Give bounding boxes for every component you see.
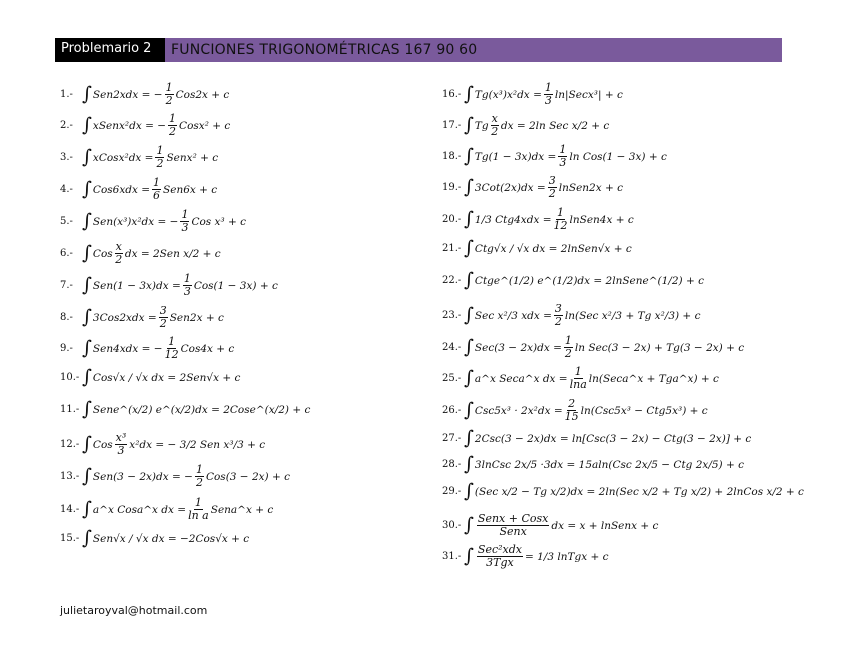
problem-item	[442, 513, 658, 538]
integral-expression	[475, 433, 751, 445]
expression-left: Tg(x³)x²dx =	[474, 88, 542, 101]
problem-number: 4.-	[60, 184, 73, 195]
integral-sign-icon: ∫	[82, 178, 92, 200]
integral-sign-icon: ∫	[464, 304, 474, 326]
fraction	[477, 544, 523, 569]
integral-expression	[93, 241, 221, 266]
fraction-numerator: 1	[183, 272, 191, 285]
expression-right: lnSen4x + c	[569, 213, 634, 226]
expression-right: dx = 2ln Sec x/2 + c	[500, 119, 610, 132]
problem-item	[442, 271, 704, 290]
integral-sign-icon: ∫	[82, 306, 92, 328]
expression-left: Sen(x³)x²dx = −	[92, 215, 179, 228]
problem-item	[60, 529, 249, 548]
integral-expression	[93, 82, 229, 107]
problem-item	[60, 368, 240, 387]
expression-right: dx = 2Sen x/2 + c	[124, 247, 221, 260]
expression-left: a^x Cosa^x dx =	[92, 503, 187, 516]
problem-number: 3.-	[60, 152, 73, 163]
expression-left: Sene^(x/2) e^(x/2)dx = 2Cose^(x/2) + c	[92, 403, 311, 416]
problem-number: 6.-	[60, 248, 73, 259]
expression-right: Sena^x + c	[210, 503, 274, 516]
fraction	[168, 113, 177, 138]
fraction	[565, 398, 579, 423]
expression-right: = 1/3 lnTgx + c	[524, 550, 609, 563]
fraction-denominator: 2	[564, 347, 572, 360]
problem-number: 24.-	[442, 342, 462, 353]
expression-left: 1/3 Ctg4xdx =	[474, 213, 552, 226]
expression-left: Cos	[92, 438, 113, 451]
expression-left: (Sec x/2 − Tg x/2)dx = 2ln(Sec x/2 + Tg x/2) + 2lnCos x/2 + c	[474, 485, 804, 498]
expression-right: ln|Secx³| + c	[554, 88, 623, 101]
fraction	[165, 82, 174, 107]
integral-sign-icon: ∫	[464, 83, 474, 105]
fraction-numerator: 1	[194, 496, 202, 509]
integral-sign-icon: ∫	[82, 242, 92, 264]
expression-right: Senx² + c	[166, 151, 219, 164]
problem-item	[442, 144, 667, 169]
fraction	[477, 513, 549, 538]
problem-number: 30.-	[442, 520, 462, 531]
integral-expression	[475, 486, 804, 498]
fraction-denominator: 15	[564, 410, 579, 423]
integral-expression	[475, 544, 609, 569]
problem-number: 25.-	[442, 373, 462, 384]
integral-sign-icon: ∫	[464, 545, 474, 567]
expression-left: Ctg√x / √x dx = 2lnSen√x + c	[474, 242, 632, 255]
fraction	[159, 305, 168, 330]
header-title: FUNCIONES TRIGONOMÉTRICAS 167 90 60	[165, 38, 782, 62]
expression-left: Sec(3 − 2x)dx =	[474, 341, 562, 354]
integral-sign-icon: ∫	[82, 433, 92, 455]
integral-sign-icon: ∫	[464, 399, 474, 421]
fraction-numerator: Sec²xdx	[477, 543, 522, 556]
fraction-numerator: 1	[557, 206, 564, 219]
problem-item	[60, 177, 217, 202]
problem-number: 5.-	[60, 216, 73, 227]
integral-sign-icon: ∫	[82, 83, 92, 105]
fraction	[180, 209, 189, 234]
fraction-denominator: 2	[195, 476, 203, 489]
fraction	[564, 335, 573, 360]
fraction-denominator: 2	[115, 253, 123, 266]
fraction-denominator: 2	[169, 125, 177, 138]
fraction	[554, 303, 563, 328]
integral-sign-icon: ∫	[464, 269, 474, 291]
problem-item	[60, 273, 278, 298]
problem-number: 1.-	[60, 89, 73, 100]
integral-expression	[93, 372, 240, 384]
expression-right: ln Sec(3 − 2x) + Tg(3 − 2x) + c	[574, 341, 745, 354]
fraction	[188, 497, 209, 522]
fraction-denominator: 2	[548, 187, 556, 200]
expression-left: xSenx²dx = −	[92, 119, 167, 132]
problem-item	[442, 429, 751, 448]
fraction-numerator: Senx + Cosx	[477, 512, 549, 525]
fraction	[548, 175, 557, 200]
fraction	[491, 113, 499, 138]
integral-expression	[475, 243, 632, 255]
problem-number: 9.-	[60, 343, 73, 354]
problem-item	[442, 175, 623, 200]
fraction-numerator: 1	[544, 81, 552, 94]
integral-expression	[475, 335, 744, 360]
expression-left: Cos	[92, 247, 113, 260]
problem-number: 21.-	[442, 243, 462, 254]
fraction-denominator: 12	[164, 348, 179, 361]
expression-left: Sen2xdx = −	[92, 88, 163, 101]
integral-sign-icon: ∫	[82, 274, 92, 296]
problem-number: 26.-	[442, 405, 462, 416]
integral-sign-icon: ∫	[464, 176, 474, 198]
expression-right: ln(Csc5x³ − Ctg5x³) + c	[580, 404, 708, 417]
problem-item	[442, 455, 744, 474]
fraction-numerator: 3	[548, 174, 556, 187]
integral-sign-icon: ∫	[464, 367, 474, 389]
fraction-denominator: 6	[153, 189, 161, 202]
problem-number: 29.-	[442, 486, 462, 497]
integral-sign-icon: ∫	[464, 453, 474, 475]
problem-number: 19.-	[442, 182, 462, 193]
expression-left: 3Cos2xdx =	[92, 311, 157, 324]
expression-right: x²dx = − 3/2 Sen x³/3 + c	[129, 438, 266, 451]
problem-item	[442, 366, 719, 391]
integral-sign-icon: ∫	[82, 366, 92, 388]
fraction	[183, 273, 192, 298]
expression-left: Csc5x³ · 2x²dx =	[474, 404, 563, 417]
integral-sign-icon: ∫	[82, 398, 92, 420]
expression-left: Sen√x / √x dx = −2Cos√x + c	[92, 532, 250, 545]
expression-left: 3lnCsc 2x/5 ·3dx = 15aln(Csc 2x/5 − Ctg 2x/5) + c	[474, 458, 744, 471]
fraction-numerator: 2	[568, 397, 576, 410]
fraction-numerator: 1	[168, 335, 176, 348]
fraction-denominator: 2	[156, 157, 164, 170]
expression-right: Cos(1 − 3x) + c	[193, 279, 278, 292]
integral-sign-icon: ∫	[464, 514, 474, 536]
expression-left: Cos6xdx =	[92, 183, 151, 196]
problem-number: 14.-	[60, 504, 80, 515]
integral-expression	[93, 113, 230, 138]
problem-item	[60, 432, 265, 457]
expression-right: Cos(3 − 2x) + c	[205, 470, 290, 483]
fraction-numerator: 3	[159, 304, 167, 317]
integral-expression	[475, 275, 704, 287]
fraction	[115, 432, 128, 457]
expression-left: Sen4xdx = −	[92, 342, 163, 355]
fraction-denominator: 3	[544, 94, 552, 107]
integral-expression	[475, 144, 667, 169]
fraction-denominator: 3	[181, 221, 189, 234]
integral-expression	[475, 82, 623, 107]
expression-right: Sen2x + c	[169, 311, 224, 324]
integral-sign-icon: ∫	[82, 527, 92, 549]
problem-item	[60, 305, 224, 330]
problem-item	[60, 497, 273, 522]
integral-sign-icon: ∫	[464, 114, 474, 136]
expression-left: 2Csc(3 − 2x)dx = ln[Csc(3 − 2x) − Ctg(3 − 2x)] + c	[474, 432, 752, 445]
integral-expression	[475, 513, 659, 538]
integral-expression	[93, 145, 218, 170]
integral-expression	[93, 464, 290, 489]
integral-sign-icon: ∫	[464, 427, 474, 449]
problem-number: 13.-	[60, 471, 80, 482]
fraction-numerator: 1	[153, 176, 161, 189]
integral-sign-icon: ∫	[464, 480, 474, 502]
integral-expression	[475, 459, 744, 471]
problem-number: 27.-	[442, 433, 462, 444]
integral-sign-icon: ∫	[82, 146, 92, 168]
integral-sign-icon: ∫	[82, 114, 92, 136]
integral-sign-icon: ∫	[464, 237, 474, 259]
integral-expression	[475, 113, 609, 138]
expression-right: Sen6x + c	[163, 183, 218, 196]
fraction-numerator: x	[115, 240, 122, 253]
expression-left: Tg(1 − 3x)dx =	[474, 150, 557, 163]
integral-expression	[93, 533, 249, 545]
integral-sign-icon: ∫	[82, 210, 92, 232]
fraction	[554, 207, 568, 232]
problem-number: 16.-	[442, 89, 462, 100]
expression-left: Ctge^(1/2) e^(1/2)dx = 2lnSene^(1/2) + c	[474, 274, 704, 287]
problem-number: 17.-	[442, 120, 462, 131]
integral-expression	[93, 177, 217, 202]
problem-number: 11.-	[60, 404, 80, 415]
fraction-denominator: 3Tgx	[486, 556, 514, 569]
problem-item	[442, 239, 632, 258]
fraction-numerator: 1	[574, 365, 582, 378]
fraction-numerator: x³	[115, 431, 127, 444]
problem-number: 18.-	[442, 151, 462, 162]
fraction-denominator: 2	[554, 315, 562, 328]
problem-item	[442, 82, 623, 107]
integral-expression	[475, 366, 719, 391]
integral-expression	[93, 497, 273, 522]
expression-right: Cosx² + c	[179, 119, 231, 132]
expression-left: Sec x²/3 xdx =	[474, 309, 552, 322]
expression-left: Sen(3 − 2x)dx = −	[92, 470, 193, 483]
integral-expression	[475, 207, 634, 232]
problem-item	[60, 336, 234, 361]
problem-item	[60, 241, 221, 266]
expression-left: Tg	[474, 119, 489, 132]
expression-left: xCosx²dx =	[92, 151, 154, 164]
fraction-denominator: 3	[559, 156, 567, 169]
problem-item	[442, 303, 700, 328]
author-email: julietaroyval@hotmail.com	[60, 604, 208, 617]
integral-expression	[475, 303, 701, 328]
problem-item	[60, 464, 290, 489]
integral-sign-icon: ∫	[82, 337, 92, 359]
expression-left: a^x Seca^x dx =	[474, 372, 568, 385]
integral-expression	[93, 336, 234, 361]
fraction	[544, 82, 553, 107]
problem-item	[60, 113, 230, 138]
integral-sign-icon: ∫	[82, 465, 92, 487]
fraction	[155, 145, 164, 170]
integral-sign-icon: ∫	[464, 208, 474, 230]
fraction-numerator: 1	[564, 334, 572, 347]
problem-number: 8.-	[60, 312, 73, 323]
integral-expression	[93, 432, 265, 457]
fraction	[558, 144, 567, 169]
fraction-numerator: x	[491, 112, 498, 125]
expression-left: Sen(1 − 3x)dx =	[92, 279, 181, 292]
problem-item	[442, 482, 804, 501]
expression-right: Cos4x + c	[180, 342, 235, 355]
fraction-numerator: 1	[181, 208, 189, 221]
integral-expression	[475, 398, 708, 423]
expression-right: ln(Sec x²/3 + Tg x²/3) + c	[564, 309, 701, 322]
expression-right: ln(Seca^x + Tga^x) + c	[588, 372, 719, 385]
expression-right: dx = x + lnSenx + c	[551, 519, 659, 532]
header-label: Problemario 2	[55, 38, 165, 62]
fraction-numerator: 1	[195, 463, 203, 476]
integral-expression	[475, 175, 623, 200]
expression-right: ln Cos(1 − 3x) + c	[569, 150, 667, 163]
fraction-numerator: 3	[554, 302, 562, 315]
problem-item	[442, 398, 708, 423]
fraction	[570, 366, 587, 391]
problem-item	[442, 544, 608, 569]
fraction-denominator: 2	[491, 125, 499, 138]
expression-right: Cos2x + c	[175, 88, 230, 101]
fraction-denominator: 12	[553, 219, 568, 232]
problem-number: 31.-	[442, 551, 462, 562]
expression-right: Cos x³ + c	[191, 215, 247, 228]
problem-number: 2.-	[60, 120, 73, 131]
fraction-denominator: lna	[569, 378, 587, 391]
fraction-denominator: 3	[183, 285, 191, 298]
problem-number: 28.-	[442, 459, 462, 470]
problem-number: 20.-	[442, 214, 462, 225]
problem-number: 23.-	[442, 310, 462, 321]
fraction	[115, 241, 123, 266]
fraction-denominator: 2	[165, 94, 173, 107]
problem-item	[60, 82, 229, 107]
integral-sign-icon: ∫	[464, 336, 474, 358]
fraction	[195, 464, 204, 489]
integral-sign-icon: ∫	[82, 498, 92, 520]
problem-number: 12.-	[60, 439, 80, 450]
problem-item	[442, 335, 744, 360]
expression-left: 3Cot(2x)dx =	[474, 181, 546, 194]
fraction-denominator: 2	[159, 317, 167, 330]
problem-number: 10.-	[60, 372, 80, 383]
fraction-numerator: 1	[165, 81, 173, 94]
fraction-numerator: 1	[559, 143, 567, 156]
fraction-denominator: 3	[117, 444, 125, 457]
problem-number: 7.-	[60, 280, 73, 291]
expression-left: Cos√x / √x dx = 2Sen√x + c	[92, 371, 241, 384]
integral-expression	[93, 273, 278, 298]
problem-number: 22.-	[442, 275, 462, 286]
problem-item	[442, 207, 634, 232]
fraction	[152, 177, 161, 202]
fraction	[165, 336, 179, 361]
problem-item	[60, 209, 246, 234]
fraction-numerator: 1	[156, 144, 164, 157]
integral-expression	[93, 209, 246, 234]
problem-item	[60, 145, 218, 170]
expression-right: lnSen2x + c	[558, 181, 623, 194]
fraction-numerator: 1	[169, 112, 177, 125]
problem-item	[442, 113, 609, 138]
problem-item	[60, 400, 310, 419]
integral-sign-icon: ∫	[464, 145, 474, 167]
fraction-denominator: Senx	[499, 525, 527, 538]
integral-expression	[93, 404, 310, 416]
problem-number: 15.-	[60, 533, 80, 544]
fraction-denominator: ln a	[188, 509, 209, 522]
integral-expression	[93, 305, 224, 330]
